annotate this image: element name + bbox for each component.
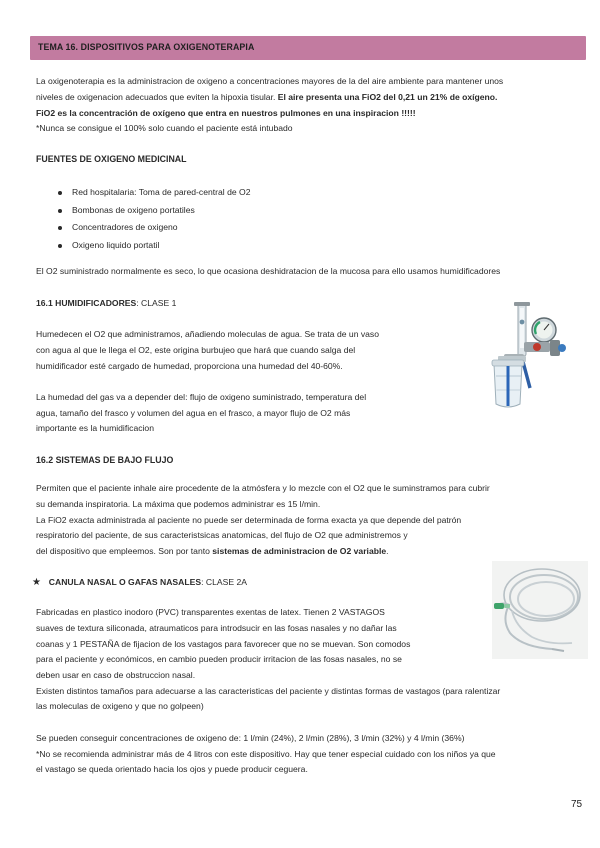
sources-note: El O2 suministrado normalmente es seco, lo que ocasiona deshidratacion de la mucosa para ello usamos humidificadores xyxy=(36,266,501,276)
intro-note: *Nunca se consigue el 100% solo cuando el paciente está intubado xyxy=(36,123,293,133)
cannula-p1-l7: las moleculas de oxigeno y que no golpeen) xyxy=(36,701,204,711)
intro-line-2 xyxy=(36,90,497,105)
low-flow-variable-systems: sistemas de administracion de O2 variable xyxy=(212,546,387,556)
humidifiers-p1-l2: con agua al que le llega el O2, este origina burbujeo que hará que cuando salga del xyxy=(36,345,356,355)
humidifiers-heading xyxy=(36,296,176,311)
cannula-p1-l3: coanas y 1 PESTAÑA de fijacion de los vastagos para favorecer que no se muevan. Son comodos xyxy=(36,639,411,649)
low-flow-line-1: Permiten que el paciente inhale aire procedente de la atmósfera y lo mezcle con el O2 que le suminstramos para cubrir xyxy=(36,483,490,493)
cannula-p1-l6: Existen distintos tamaños para adecuarse a las caracteristicas del paciente y distintas formas de vastagos (para ralentizar xyxy=(36,686,501,696)
cannula-heading-class: : CLASE 2A xyxy=(201,577,247,587)
nasal-cannula-image xyxy=(492,561,588,659)
humidifier-flowmeter-image xyxy=(464,302,592,414)
cannula-p2-l2: *No se recomienda administrar más de 4 litros con este dispositivo. Hay que tener especial cuidado con los niños ya que xyxy=(36,749,496,759)
cannula-p1-l4: para el paciente y económicos, en cambio pueden producir irritacion de las fosas nasales, no se xyxy=(36,654,402,664)
cannula-p1-l2: suaves de textura siliconada, atraumaticos para introdsucir en las fosas nasales y no dañar las xyxy=(36,623,397,633)
low-flow-line-4: respiratorio del paciente, de sus caracteristsicas anatomicas, del flujo de O2 que administremos y xyxy=(36,530,408,540)
intro-line-1: La oxigenoterapia es la administracion de oxigeno a concentraciones mayores de la del aire ambiente para mantener unos xyxy=(36,76,504,86)
low-flow-line-5 xyxy=(36,544,389,559)
sources-heading: FUENTES DE OXIGENO MEDICINAL xyxy=(36,154,187,164)
list-item: Oxigeno liquido portatil xyxy=(56,237,251,255)
cannula-p2-l1: Se pueden conseguir concentraciones de oxigeno de: 1 l/min (24%), 2 l/min (28%), 3 l/min (32%) y 4 l/min (36%) xyxy=(36,733,465,743)
list-item: Bombonas de oxigeno portatiles xyxy=(56,202,251,220)
humidifiers-p2-l3: importante es la humidificacion xyxy=(36,423,154,433)
page-number: 75 xyxy=(571,799,583,810)
section-title: TEMA 16. DISPOSITIVOS PARA OXIGENOTERAPIA xyxy=(38,42,255,52)
intro-air-fio2: El aire presenta una FiO2 del 0,21 un 21% de oxígeno. xyxy=(277,92,498,102)
star-icon: ★ xyxy=(32,577,41,588)
sources-list xyxy=(56,184,251,254)
low-flow-line-2: su demanda inspiratoria. La máxima que podemos administrar es 15 l/min. xyxy=(36,499,321,509)
humidifiers-p1-l3: humidificador esté cargado de humedad, proporciona una humedad del 40-60%. xyxy=(36,361,343,371)
list-item: Concentradores de oxigeno xyxy=(56,219,251,237)
humidifiers-p1-l1: Humedecen el O2 que administramos, añadiendo moleculas de agua. Se trata de un vaso xyxy=(36,329,380,339)
cannula-heading-bold: CANULA NASAL O GAFAS NASALES xyxy=(48,577,202,587)
humidifiers-heading-class: : CLASE 1 xyxy=(136,298,177,308)
section-title-banner xyxy=(30,36,586,60)
cannula-heading xyxy=(32,575,247,590)
cannula-p2-l3: el vastago se queda orientado hacia los ojos y puede producir ceguera. xyxy=(36,764,308,774)
cannula-p1-l5: deben usar en caso de obstruccion nasal. xyxy=(36,670,196,680)
intro-line-2-text: niveles de oxigenacion adecuados que eviten la hipoxia tisular. xyxy=(36,92,278,102)
low-flow-line-3: La FiO2 exacta administrada al paciente no puede ser determinada de forma exacta ya que depende del patrón xyxy=(36,515,462,525)
list-item: Red hospitalaria: Toma de pared-central de O2 xyxy=(56,184,251,202)
low-flow-period: . xyxy=(386,546,389,556)
humidifiers-p2-l2: agua, tamaño del frasco y volumen del agua en el frasco, a mayor flujo de O2 más xyxy=(36,408,351,418)
intro-fio2-definition: FiO2 es la concentración de oxígeno que entra en nuestros pulmones en una inspiracion !!!!! xyxy=(36,108,416,118)
low-flow-line-5-text: del dispositivo que empleemos. Son por tanto xyxy=(36,546,213,556)
low-flow-heading: 16.2 SISTEMAS DE BAJO FLUJO xyxy=(36,455,174,465)
humidifiers-heading-bold: 16.1 HUMIDIFICADORES xyxy=(36,298,137,308)
humidifiers-p2-l1: La humedad del gas va a depender del: flujo de oxigeno suministrado, temperatura del xyxy=(36,392,367,402)
cannula-p1-l1: Fabricadas en plastico inodoro (PVC) transparentes exentas de latex. Tienen 2 VASTAGOS xyxy=(36,607,385,617)
